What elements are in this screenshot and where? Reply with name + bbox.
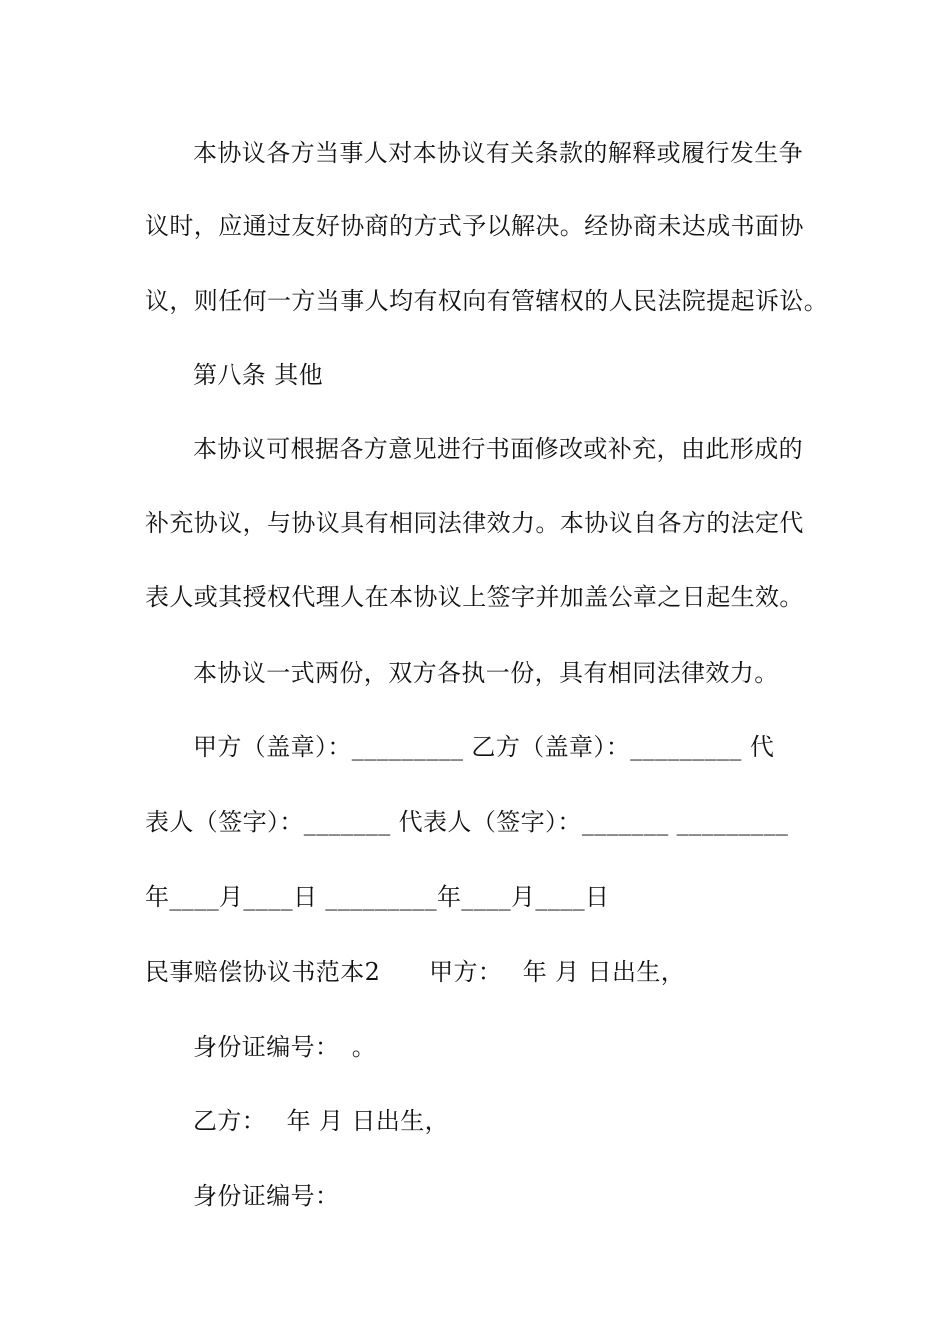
text-line: 表人或其授权代理人在本协议上签字并加盖公章之日起生效。 — [145, 583, 804, 611]
text-line: 议，则任何一方当事人均有权向有管辖权的人民法院提起诉讼。 — [145, 287, 829, 315]
text-line: 本协议各方当事人对本协议有关条款的解释或履行发生争 — [193, 139, 803, 167]
text-line: 补充协议，与协议具有相同法律效力。本协议自各方的法定代 — [145, 509, 804, 537]
text-line: 身份证编号： — [193, 1182, 340, 1210]
date-line: 年____月____日 _________年____月____日 — [145, 883, 610, 911]
text-line: 议时，应通过友好协商的方式予以解决。经协商未达成书面协 — [145, 212, 804, 240]
text-line: 本协议可根据各方意见进行书面修改或补充，由此形成的 — [193, 435, 803, 463]
signature-line: 甲方（盖章）：_________ 乙方（盖章）：_________ 代 — [193, 733, 775, 761]
section-heading: 第八条 其他 — [193, 361, 324, 389]
text-line: 民事赔偿协议书范本2 甲方： 年 月 日出生， — [145, 958, 686, 986]
text-line: 身份证编号： 。 — [193, 1033, 377, 1061]
text-line: 本协议一式两份，双方各执一份，具有相同法律效力。 — [193, 659, 779, 687]
signature-line: 表人（签字）：_______ 代表人（签字）：_______ _________ — [145, 808, 789, 836]
text-line: 乙方： 年 月 日出生， — [193, 1107, 450, 1135]
